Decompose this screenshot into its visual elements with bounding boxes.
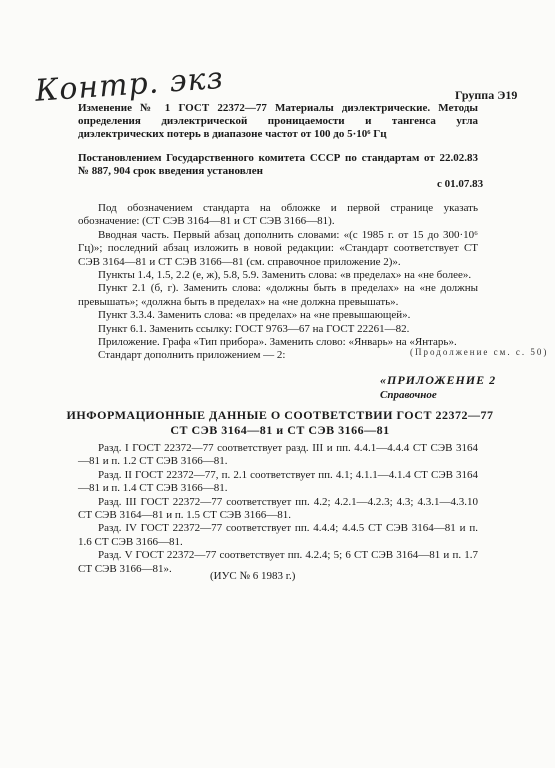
- handwritten-note: Контр. экз: [34, 60, 225, 109]
- appendix-item: Разд. IV ГОСТ 22372—77 соответствует пп. 4.4.4; 4.4.5 СТ СЭВ 3164—81 и п. 1.6 СТ СЭВ 3166—81.: [78, 522, 478, 548]
- group-code: Группа Э19: [455, 88, 518, 102]
- appendix-item: Разд. III ГОСТ 22372—77 соответствует пп. 4.2; 4.2.1—4.2.3; 4.3; 4.3.1—4.3.10 СТ СЭВ 3164—81 и п. 1.5 СТ СЭВ 3166—81.: [78, 495, 478, 522]
- appendix-item: Разд. II ГОСТ 22372—77, п. 2.1 соответствует пп. 4.1; 4.1.1—4.1.4 СТ СЭВ 3164—81 и п. 1.4 СТ СЭВ 3166—81.: [78, 468, 478, 495]
- appendix-label: «ПРИЛОЖЕНИЕ 2: [380, 373, 497, 387]
- paragraph: Пункт 6.1. Заменить ссылку: ГОСТ 9763—67 на ГОСТ 22261—82.: [98, 322, 410, 335]
- paragraph: Стандарт дополнить приложением — 2:: [98, 349, 286, 362]
- ius-reference: (ИУС № 6 1983 г.): [210, 570, 296, 582]
- appendix-item: Разд. V ГОСТ 22372—77 соответствует пп. 4.2.4; 5; 6 СТ СЭВ 3164—81 и п. 1.7 СТ СЭВ 3166—81».: [78, 549, 478, 575]
- effective-date: с 01.07.83: [437, 178, 484, 190]
- paragraph: Пункт 2.1 (б, г). Заменить слова: «должны быть в пределах» на «не должны превышать»; «должна быть в пределах» на «не должна превышать».: [78, 282, 478, 308]
- appendix-items: [78, 442, 478, 576]
- paragraph: Приложение. Графа «Тип прибора». Заменить слово: «Январь» на «Янтарь».: [98, 336, 457, 349]
- appendix-type: Справочное: [380, 389, 437, 401]
- appendix-heading: ИНФОРМАЦИОННЫЕ ДАННЫЕ О СООТВЕТСТВИИ ГОСТ 22372—77 СТ СЭВ 3164—81 и СТ СЭВ 3166—81: [66, 408, 494, 437]
- paragraph: Пункт 3.3.4. Заменить слова: «в пределах» на «не превышающей».: [98, 309, 411, 322]
- cut-off-continuation: (Продолжение см. с. 50): [410, 347, 549, 357]
- decree-text: Постановлением Государственного комитета СССР по стандартам от 22.02.83 № 887, 904 срок введения установлен: [78, 152, 478, 177]
- amendment-body: [78, 202, 478, 363]
- paragraph: Вводная часть. Первый абзац дополнить словами: «(с 1985 г. от 15 до 300·10⁶ Гц)»; последний абзац изложить в новой редакции: «Стандарт соответствует СТ СЭВ 3164—81 и СТ СЭВ 3166—81 (см. справочное приложение 2)».: [78, 228, 478, 268]
- amendment-title: Изменение № 1 ГОСТ 22372—77 Материалы диэлектрические. Методы определения диэлектрической проницаемости и тангенса угла диэлектрических потерь в диапазоне частот от 100 до 5·10⁶ Гц: [78, 102, 478, 140]
- paragraph: Под обозначением стандарта на обложке и первой странице указать обозначение: (СТ СЭВ 3164—81 и СТ СЭВ 3166—81).: [78, 202, 478, 228]
- paragraph: Пункты 1.4, 1.5, 2.2 (е, ж), 5.8, 5.9. Заменить слова: «в пределах» на «не более».: [98, 269, 472, 282]
- appendix-item: Разд. I ГОСТ 22372—77 соответствует разд. III и пп. 4.4.1—4.4.4 СТ СЭВ 3164—81 и п. 1.2 СТ СЭВ 3166—81.: [78, 442, 478, 468]
